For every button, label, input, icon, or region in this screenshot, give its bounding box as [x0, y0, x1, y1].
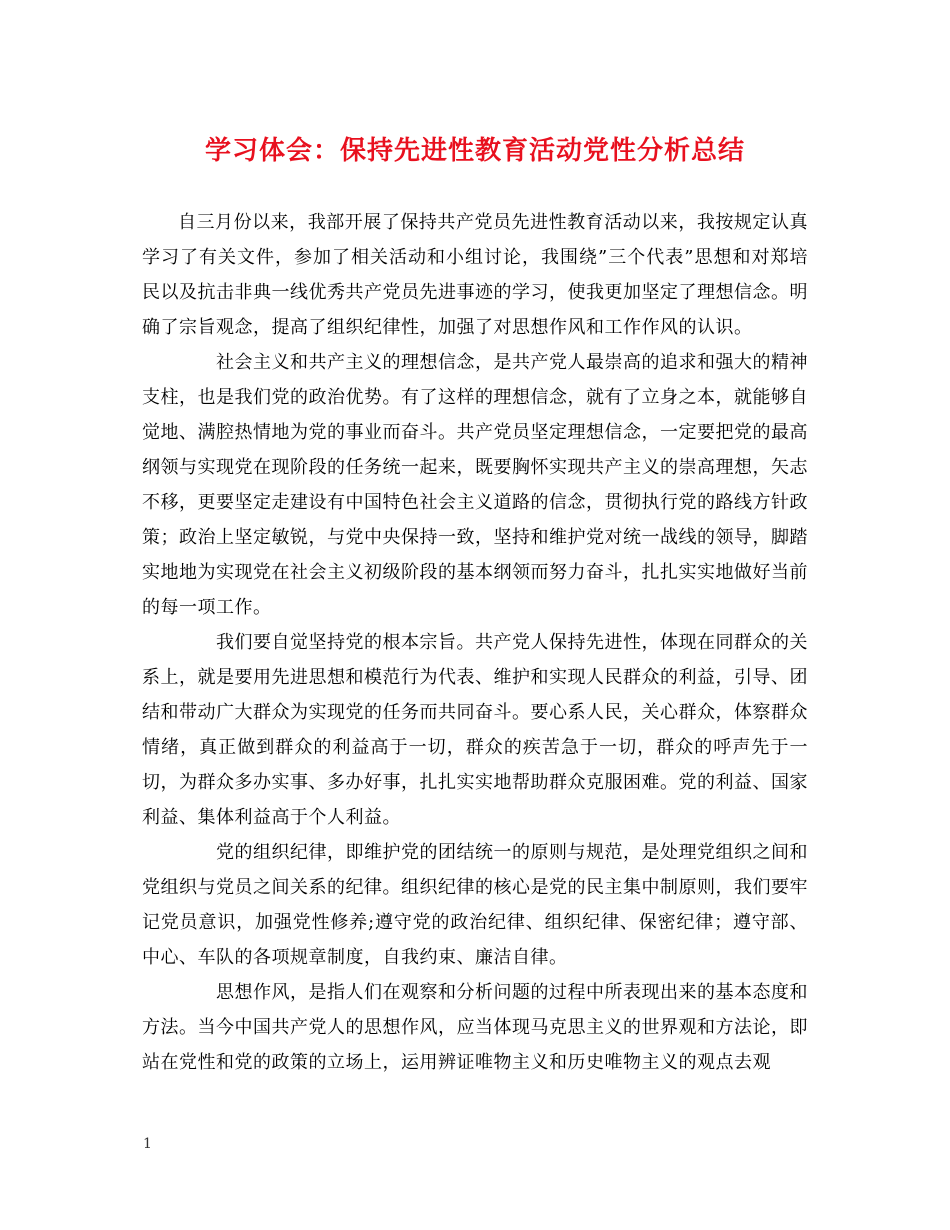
document-body	[142, 205, 808, 1080]
paragraph-4: 党的组织纪律，即维护党的团结统一的原则与规范，是处理党组织之间和党组织与党员之间关系的纪律。组织纪律的核心是党的民主集中制原则，我们要牢记党员意识，加强党性修养;遵守党的政治纪律、组织纪律、保密纪律；遵守部、中心、车队的各项规章制度，自我约束、廉洁自律。	[142, 842, 808, 968]
paragraph-3: 我们要自觉坚持党的根本宗旨。共产党人保持先进性，体现在同群众的关系上，就是要用先进思想和模范行为代表、维护和实现人民群众的利益，引导、团结和带动广大群众为实现党的任务而共同奋斗。要心系人民，关心群众，体察群众情绪，真正做到群众的利益高于一切，群众的疾苦急于一切，群众的呼声先于一切，为群众多办实事、多办好事，扎扎实实地帮助群众克服困难。党的利益、国家利益、集体利益高于个人利益。	[142, 632, 808, 828]
page-number: 1	[143, 1136, 152, 1152]
paragraph-5: 思想作风，是指人们在观察和分析问题的过程中所表现出来的基本态度和方法。当今中国共产党人的思想作风，应当体现马克思主义的世界观和方法论，即站在党性和党的政策的立场上，运用辨证唯物主义和历史唯物主义的观点去观	[142, 982, 808, 1073]
document-title: 学习体会：保持先进性教育活动党性分析总结	[204, 136, 745, 166]
paragraph-1: 自三月份以来，我部开展了保持共产党员先进性教育活动以来，我按规定认真学习了有关文件，参加了相关活动和小组讨论，我围绕”三个代表”思想和对郑培民以及抗击非典一线优秀共产党员先进事迹的学习，使我更加坚定了理想信念。明确了宗旨观念，提高了组织纪律性，加强了对思想作风和工作作风的认识。	[142, 212, 808, 338]
paragraph-2: 社会主义和共产主义的理想信念，是共产党人最崇高的追求和强大的精神支柱，也是我们党的政治优势。有了这样的理想信念，就有了立身之本，就能够自觉地、满腔热情地为党的事业而奋斗。共产党员坚定理想信念，一定要把党的最高纲领与实现党在现阶段的任务统一起来，既要胸怀实现共产主义的崇高理想，矢志不移，更要坚定走建设有中国特色社会主义道路的信念，贯彻执行党的路线方针政策；政治上坚定敏锐，与党中央保持一致，坚持和维护党对统一战线的领导，脚踏实地地为实现党在社会主义初级阶段的基本纲领而努力奋斗，扎扎实实地做好当前的每一项工作。	[142, 352, 808, 618]
